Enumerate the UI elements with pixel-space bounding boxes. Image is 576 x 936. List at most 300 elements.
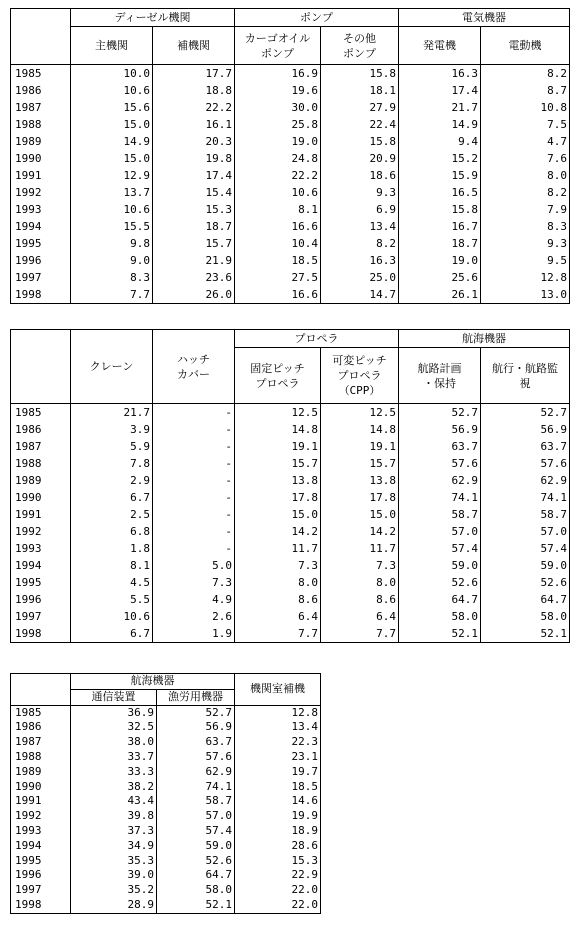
value-cell: 12.8 <box>481 269 570 286</box>
col-header-cargo-oil-pump: カーゴオイル ポンプ <box>235 27 321 65</box>
value-cell: - <box>153 489 235 506</box>
value-cell: 8.7 <box>481 82 570 99</box>
value-cell: 32.5 <box>71 720 157 735</box>
col-header-engine-room-aux: 機関室補機 <box>235 674 321 706</box>
value-cell: - <box>153 455 235 472</box>
col-header-other-pump: その他 ポンプ <box>321 27 399 65</box>
value-cell: 12.9 <box>71 167 153 184</box>
year-cell: 1989 <box>11 765 71 780</box>
value-cell: 7.7 <box>71 286 153 304</box>
value-cell: 22.2 <box>153 99 235 116</box>
table-row <box>11 184 570 201</box>
group-header-navigation-equipment: 航海機器 <box>71 674 235 690</box>
value-cell: 12.5 <box>235 404 321 422</box>
table-row <box>11 557 570 574</box>
value-cell: 15.0 <box>235 506 321 523</box>
value-cell: 15.2 <box>399 150 481 167</box>
value-cell: 18.7 <box>153 218 235 235</box>
value-cell: 18.1 <box>321 82 399 99</box>
table-communication-fishing-engine-room <box>10 673 321 914</box>
value-cell: 8.2 <box>321 235 399 252</box>
table-row <box>11 472 570 489</box>
value-cell: 64.7 <box>157 868 235 883</box>
year-cell: 1987 <box>11 438 71 455</box>
value-cell: - <box>153 540 235 557</box>
year-cell: 1985 <box>11 404 71 422</box>
value-cell: 74.1 <box>481 489 570 506</box>
year-cell: 1996 <box>11 868 71 883</box>
value-cell: 2.6 <box>153 608 235 625</box>
col-header-cpp: 可変ピッチ プロペラ （CPP） <box>321 348 399 404</box>
table-row <box>11 116 570 133</box>
table-row <box>11 898 321 913</box>
value-cell: 8.0 <box>321 574 399 591</box>
value-cell: 18.5 <box>235 780 321 795</box>
table-row <box>11 489 570 506</box>
table-engines-pumps-electrical <box>10 8 570 304</box>
year-cell: 1991 <box>11 794 71 809</box>
value-cell: 52.1 <box>481 625 570 643</box>
value-cell: 15.7 <box>321 455 399 472</box>
value-cell: 15.9 <box>399 167 481 184</box>
value-cell: 14.7 <box>321 286 399 304</box>
table-row <box>11 99 570 116</box>
value-cell: 7.9 <box>481 201 570 218</box>
value-cell: 18.7 <box>399 235 481 252</box>
year-cell: 1987 <box>11 99 71 116</box>
value-cell: 13.8 <box>321 472 399 489</box>
year-cell: 1994 <box>11 839 71 854</box>
col-header-motor: 電動機 <box>481 27 570 65</box>
value-cell: 4.5 <box>71 574 153 591</box>
year-cell: 1998 <box>11 625 71 643</box>
value-cell: 14.6 <box>235 794 321 809</box>
value-cell: 17.4 <box>399 82 481 99</box>
value-cell: 21.7 <box>399 99 481 116</box>
value-cell: 9.0 <box>71 252 153 269</box>
value-cell: 19.8 <box>153 150 235 167</box>
value-cell: 6.7 <box>71 489 153 506</box>
col-header-fishing-equipment: 漁労用機器 <box>157 689 235 705</box>
year-cell: 1989 <box>11 472 71 489</box>
value-cell: 26.1 <box>399 286 481 304</box>
year-cell: 1985 <box>11 705 71 720</box>
value-cell: 6.4 <box>235 608 321 625</box>
col-header-aux-engine: 補機関 <box>153 27 235 65</box>
value-cell: 59.0 <box>399 557 481 574</box>
value-cell: 19.9 <box>235 809 321 824</box>
value-cell: 10.0 <box>71 65 153 83</box>
year-header-blank <box>11 674 71 706</box>
value-cell: 59.0 <box>157 839 235 854</box>
value-cell: 10.6 <box>71 201 153 218</box>
value-cell: 64.7 <box>481 591 570 608</box>
col-header-main-engine: 主機関 <box>71 27 153 65</box>
table-row <box>11 133 570 150</box>
value-cell: 30.0 <box>235 99 321 116</box>
value-cell: 9.3 <box>481 235 570 252</box>
value-cell: 2.9 <box>71 472 153 489</box>
value-cell: 24.8 <box>235 150 321 167</box>
value-cell: 5.0 <box>153 557 235 574</box>
table-row <box>11 269 570 286</box>
value-cell: 8.0 <box>481 167 570 184</box>
table-row <box>11 252 570 269</box>
value-cell: 16.3 <box>321 252 399 269</box>
value-cell: 22.3 <box>235 735 321 750</box>
table-row <box>11 824 321 839</box>
table-row <box>11 591 570 608</box>
table-row <box>11 540 570 557</box>
year-cell: 1986 <box>11 421 71 438</box>
value-cell: 17.4 <box>153 167 235 184</box>
table-row <box>11 794 321 809</box>
value-cell: 10.8 <box>481 99 570 116</box>
value-cell: 27.9 <box>321 99 399 116</box>
value-cell: 28.9 <box>71 898 157 913</box>
value-cell: 18.8 <box>153 82 235 99</box>
value-cell: 52.6 <box>157 854 235 869</box>
value-cell: 58.7 <box>481 506 570 523</box>
value-cell: 6.8 <box>71 523 153 540</box>
value-cell: 15.8 <box>399 201 481 218</box>
value-cell: 58.0 <box>481 608 570 625</box>
table-row <box>11 404 570 422</box>
table-row <box>11 421 570 438</box>
value-cell: 12.8 <box>235 705 321 720</box>
value-cell: 15.3 <box>153 201 235 218</box>
year-cell: 1991 <box>11 167 71 184</box>
value-cell: 1.9 <box>153 625 235 643</box>
group-header-diesel: ディーゼル機関 <box>71 9 235 27</box>
value-cell: 15.5 <box>71 218 153 235</box>
value-cell: 17.7 <box>153 65 235 83</box>
value-cell: 74.1 <box>399 489 481 506</box>
table-row <box>11 65 570 83</box>
value-cell: 17.8 <box>235 489 321 506</box>
year-cell: 1992 <box>11 184 71 201</box>
value-cell: 14.2 <box>235 523 321 540</box>
year-cell: 1993 <box>11 201 71 218</box>
value-cell: 39.0 <box>71 868 157 883</box>
value-cell: 52.7 <box>399 404 481 422</box>
value-cell: 8.6 <box>235 591 321 608</box>
value-cell: 13.8 <box>235 472 321 489</box>
value-cell: 7.7 <box>235 625 321 643</box>
value-cell: 22.0 <box>235 883 321 898</box>
value-cell: 7.3 <box>321 557 399 574</box>
year-cell: 1992 <box>11 809 71 824</box>
value-cell: 57.0 <box>481 523 570 540</box>
value-cell: 8.2 <box>481 184 570 201</box>
value-cell: 5.9 <box>71 438 153 455</box>
table-row <box>11 218 570 235</box>
value-cell: 10.6 <box>71 82 153 99</box>
value-cell: 22.4 <box>321 116 399 133</box>
table-row <box>11 809 321 824</box>
year-cell: 1997 <box>11 883 71 898</box>
year-cell: 1990 <box>11 780 71 795</box>
value-cell: 16.5 <box>399 184 481 201</box>
year-cell: 1993 <box>11 540 71 557</box>
value-cell: - <box>153 438 235 455</box>
value-cell: 57.0 <box>399 523 481 540</box>
table-row <box>11 201 570 218</box>
value-cell: 56.9 <box>157 720 235 735</box>
year-cell: 1991 <box>11 506 71 523</box>
col-header-communication: 通信装置 <box>71 689 157 705</box>
group-header-electrical: 電気機器 <box>399 9 570 27</box>
value-cell: 38.0 <box>71 735 157 750</box>
value-cell: 1.8 <box>71 540 153 557</box>
value-cell: 22.0 <box>235 898 321 913</box>
table-row <box>11 765 321 780</box>
value-cell: 6.7 <box>71 625 153 643</box>
value-cell: 4.9 <box>153 591 235 608</box>
value-cell: 58.7 <box>157 794 235 809</box>
value-cell: 18.5 <box>235 252 321 269</box>
year-cell: 1995 <box>11 235 71 252</box>
value-cell: 62.9 <box>399 472 481 489</box>
value-cell: 57.6 <box>399 455 481 472</box>
table-row <box>11 438 570 455</box>
value-cell: 18.6 <box>321 167 399 184</box>
table2-body <box>11 404 570 643</box>
value-cell: 4.7 <box>481 133 570 150</box>
table3-body <box>11 705 321 913</box>
value-cell: 33.7 <box>71 750 157 765</box>
year-cell: 1986 <box>11 82 71 99</box>
value-cell: 15.0 <box>71 150 153 167</box>
table-row <box>11 167 570 184</box>
table-row <box>11 286 570 304</box>
value-cell: 52.6 <box>399 574 481 591</box>
value-cell: 12.5 <box>321 404 399 422</box>
value-cell: 52.7 <box>157 705 235 720</box>
value-cell: 9.4 <box>399 133 481 150</box>
value-cell: 58.0 <box>157 883 235 898</box>
value-cell: 7.8 <box>71 455 153 472</box>
table-row <box>11 82 570 99</box>
value-cell: 39.8 <box>71 809 157 824</box>
year-cell: 1998 <box>11 286 71 304</box>
table-row <box>11 455 570 472</box>
value-cell: 16.3 <box>399 65 481 83</box>
year-header-blank <box>11 330 71 404</box>
value-cell: 19.7 <box>235 765 321 780</box>
value-cell: 52.7 <box>481 404 570 422</box>
table-row <box>11 608 570 625</box>
value-cell: 35.3 <box>71 854 157 869</box>
value-cell: 74.1 <box>157 780 235 795</box>
value-cell: 27.5 <box>235 269 321 286</box>
year-cell: 1988 <box>11 455 71 472</box>
table-row <box>11 625 570 643</box>
value-cell: 64.7 <box>399 591 481 608</box>
value-cell: 15.0 <box>71 116 153 133</box>
year-cell: 1998 <box>11 898 71 913</box>
value-cell: 56.9 <box>399 421 481 438</box>
value-cell: 21.7 <box>71 404 153 422</box>
value-cell: 16.6 <box>235 286 321 304</box>
value-cell: 14.8 <box>235 421 321 438</box>
value-cell: 63.7 <box>157 735 235 750</box>
value-cell: 8.1 <box>71 557 153 574</box>
value-cell: 13.0 <box>481 286 570 304</box>
value-cell: - <box>153 523 235 540</box>
value-cell: 17.8 <box>321 489 399 506</box>
value-cell: 8.3 <box>481 218 570 235</box>
table-crane-propeller-navigation <box>10 329 570 643</box>
value-cell: - <box>153 472 235 489</box>
value-cell: 63.7 <box>481 438 570 455</box>
table-row <box>11 735 321 750</box>
value-cell: 25.8 <box>235 116 321 133</box>
year-cell: 1990 <box>11 489 71 506</box>
value-cell: 8.3 <box>71 269 153 286</box>
year-cell: 1994 <box>11 218 71 235</box>
value-cell: 20.9 <box>321 150 399 167</box>
value-cell: 19.1 <box>321 438 399 455</box>
value-cell: - <box>153 404 235 422</box>
year-cell: 1987 <box>11 735 71 750</box>
table-row <box>11 854 321 869</box>
value-cell: 21.9 <box>153 252 235 269</box>
value-cell: 14.8 <box>321 421 399 438</box>
year-cell: 1997 <box>11 608 71 625</box>
col-header-route-planning: 航路計画 ・保持 <box>399 348 481 404</box>
year-cell: 1995 <box>11 854 71 869</box>
col-header-crane: クレーン <box>71 330 153 404</box>
value-cell: 3.9 <box>71 421 153 438</box>
value-cell: 57.6 <box>157 750 235 765</box>
value-cell: 15.8 <box>321 133 399 150</box>
value-cell: 25.0 <box>321 269 399 286</box>
value-cell: 57.0 <box>157 809 235 824</box>
value-cell: 15.0 <box>321 506 399 523</box>
value-cell: 20.3 <box>153 133 235 150</box>
value-cell: 25.6 <box>399 269 481 286</box>
year-cell: 1994 <box>11 557 71 574</box>
year-cell: 1993 <box>11 824 71 839</box>
value-cell: 16.1 <box>153 116 235 133</box>
value-cell: - <box>153 421 235 438</box>
col-header-hatch-cover: ハッチ カバー <box>153 330 235 404</box>
value-cell: 19.0 <box>235 133 321 150</box>
value-cell: 23.6 <box>153 269 235 286</box>
value-cell: 57.4 <box>399 540 481 557</box>
value-cell: 7.6 <box>481 150 570 167</box>
value-cell: 16.6 <box>235 218 321 235</box>
value-cell: 57.6 <box>481 455 570 472</box>
year-cell: 1985 <box>11 65 71 83</box>
year-cell: 1988 <box>11 116 71 133</box>
value-cell: 36.9 <box>71 705 157 720</box>
value-cell: 11.7 <box>321 540 399 557</box>
value-cell: 18.9 <box>235 824 321 839</box>
value-cell: 9.3 <box>321 184 399 201</box>
value-cell: 15.8 <box>321 65 399 83</box>
table-row <box>11 839 321 854</box>
value-cell: 59.0 <box>481 557 570 574</box>
value-cell: 16.9 <box>235 65 321 83</box>
year-cell: 1996 <box>11 591 71 608</box>
value-cell: 38.2 <box>71 780 157 795</box>
value-cell: 15.7 <box>235 455 321 472</box>
table-row <box>11 883 321 898</box>
value-cell: 7.3 <box>235 557 321 574</box>
value-cell: 8.1 <box>235 201 321 218</box>
value-cell: 37.3 <box>71 824 157 839</box>
value-cell: 13.7 <box>71 184 153 201</box>
year-cell: 1986 <box>11 720 71 735</box>
value-cell: 14.9 <box>399 116 481 133</box>
value-cell: 15.4 <box>153 184 235 201</box>
value-cell: 14.9 <box>71 133 153 150</box>
value-cell: 62.9 <box>481 472 570 489</box>
value-cell: 34.9 <box>71 839 157 854</box>
table-row <box>11 523 570 540</box>
value-cell: 35.2 <box>71 883 157 898</box>
value-cell: 28.6 <box>235 839 321 854</box>
table-row <box>11 150 570 167</box>
value-cell: 56.9 <box>481 421 570 438</box>
value-cell: 9.5 <box>481 252 570 269</box>
value-cell: 63.7 <box>399 438 481 455</box>
value-cell: 52.1 <box>399 625 481 643</box>
value-cell: - <box>153 506 235 523</box>
year-header-blank <box>11 9 71 65</box>
col-header-generator: 発電機 <box>399 27 481 65</box>
value-cell: 62.9 <box>157 765 235 780</box>
value-cell: 10.4 <box>235 235 321 252</box>
table-row <box>11 868 321 883</box>
value-cell: 13.4 <box>321 218 399 235</box>
value-cell: 15.6 <box>71 99 153 116</box>
value-cell: 43.4 <box>71 794 157 809</box>
table-row <box>11 235 570 252</box>
value-cell: 19.6 <box>235 82 321 99</box>
table-row <box>11 574 570 591</box>
value-cell: 11.7 <box>235 540 321 557</box>
value-cell: 15.3 <box>235 854 321 869</box>
value-cell: 13.4 <box>235 720 321 735</box>
value-cell: 22.9 <box>235 868 321 883</box>
value-cell: 22.2 <box>235 167 321 184</box>
value-cell: 58.7 <box>399 506 481 523</box>
value-cell: 16.7 <box>399 218 481 235</box>
year-cell: 1995 <box>11 574 71 591</box>
value-cell: 6.4 <box>321 608 399 625</box>
value-cell: 33.3 <box>71 765 157 780</box>
year-cell: 1989 <box>11 133 71 150</box>
value-cell: 9.8 <box>71 235 153 252</box>
table-row <box>11 750 321 765</box>
value-cell: 57.4 <box>157 824 235 839</box>
group-header-propeller: プロペラ <box>235 330 399 348</box>
value-cell: 8.0 <box>235 574 321 591</box>
year-cell: 1996 <box>11 252 71 269</box>
table-row <box>11 720 321 735</box>
group-header-pump: ポンプ <box>235 9 399 27</box>
value-cell: 14.2 <box>321 523 399 540</box>
value-cell: 7.5 <box>481 116 570 133</box>
group-header-navigation: 航海機器 <box>399 330 570 348</box>
year-cell: 1992 <box>11 523 71 540</box>
value-cell: 8.6 <box>321 591 399 608</box>
value-cell: 7.7 <box>321 625 399 643</box>
table1-body <box>11 65 570 304</box>
